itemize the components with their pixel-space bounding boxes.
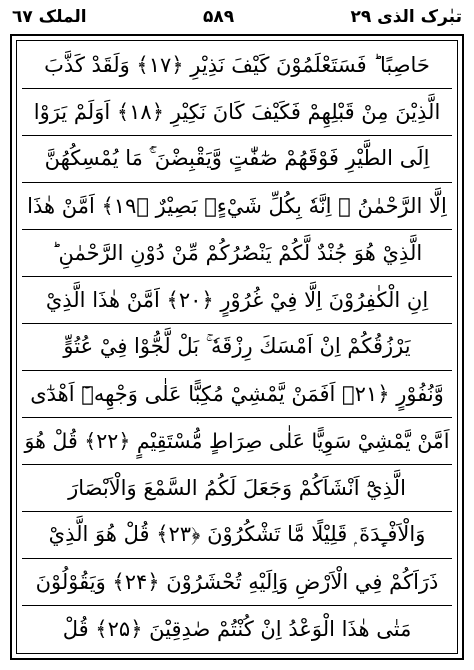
verse-line: الَّذِيْ هُوَ جُنْدٌ لَّكُمْ يَنْصُرُكُمْ مِّنْ دُوْنِ الرَّحْمٰنِ ؕ [51,240,423,265]
verse-line: الَّذِيْٓ اَنْشَاَكُمْ وَجَعَلَ لَكُمُ السَّمْعَ وَالْاَبْصَارَ [68,475,406,500]
verse-line: حَاصِبًا ؕ فَسَتَعْلَمُوْنَ كَيْفَ نَذِيْرِ ﴿۱۷﴾ وَلَقَدْ كَذَّبَ [44,52,430,77]
verse-line: وَّنُفُوْرٍ ﴿۲۱﴾ اَفَمَنْ يَّمْشِيْ مُكِبًّا عَلٰى وَجْهِهٖٓ اَهْدٰٓى [30,381,444,406]
verse-line: وَالْاَفْـِٕدَةَ ۭ قَلِيْلًا مَّا تَشْكُرُوْنَ ﴿۲۳﴾ قُلْ هُوَ الَّذِيْ [48,522,426,546]
page-header [12,4,462,30]
text-frame [10,34,464,660]
verse-lines [20,42,454,652]
verse-line: اَمَّنْ يَّمْشِيْ سَوِيًّا عَلٰى صِرَاطٍ مُّسْتَقِيْمٍ ﴿۲۲﴾ قُلْ هُوَ [24,428,450,453]
verse-line: الَّذِيْنَ مِنْ قَبْلِهِمْ فَكَيْفَ كَانَ نَكِيْرِ ﴿۱۸﴾ اَوَلَمْ يَرَوْا [33,99,441,124]
verse-line: مَتٰى هٰذَا الْوَعْدُ اِنْ كُنْتُمْ صٰدِقِيْنَ ﴿۲۵﴾ قُلْ [62,616,412,641]
surah-label: تبٰرک الذی ۲۹ [350,7,462,27]
verse-line: اِلَى الطَّيْرِ فَوْقَهُمْ صٰٓفّٰتٍ وَّيَقْبِضْنَ ۘۚ مَا يُمْسِكُهُنَّ [44,146,430,170]
verse-line: اِلَّا الرَّحْمٰنُ ۭ اِنَّهٗ بِكُلِّ شَيْءٍۢ بَصِيْرٌ ﴿۱۹﴾ اَمَّنْ هٰذَا [27,193,447,218]
verse-line: ذَرَاَكُمْ فِي الْاَرْضِ وَاِلَيْهِ تُحْشَرُوْنَ ﴿۲۴﴾ وَيَقُوْلُوْنَ [35,569,439,594]
verse-line: يَرْزُقُكُمْ اِنْ اَمْسَكَ رِزْقَهٗ ۚ بَلْ لَّجُّوْا فِيْ عُتُوٍّ [63,334,411,358]
page-number: ۵۸۹ [202,7,235,27]
verse-line: اِنِ الْكٰفِرُوْنَ اِلَّا فِيْ غُرُوْرٍ ﴿۲۰﴾ اَمَّنْ هٰذَا الَّذِيْ [45,287,429,312]
juz-label: الملک ٦٧ [12,7,87,27]
